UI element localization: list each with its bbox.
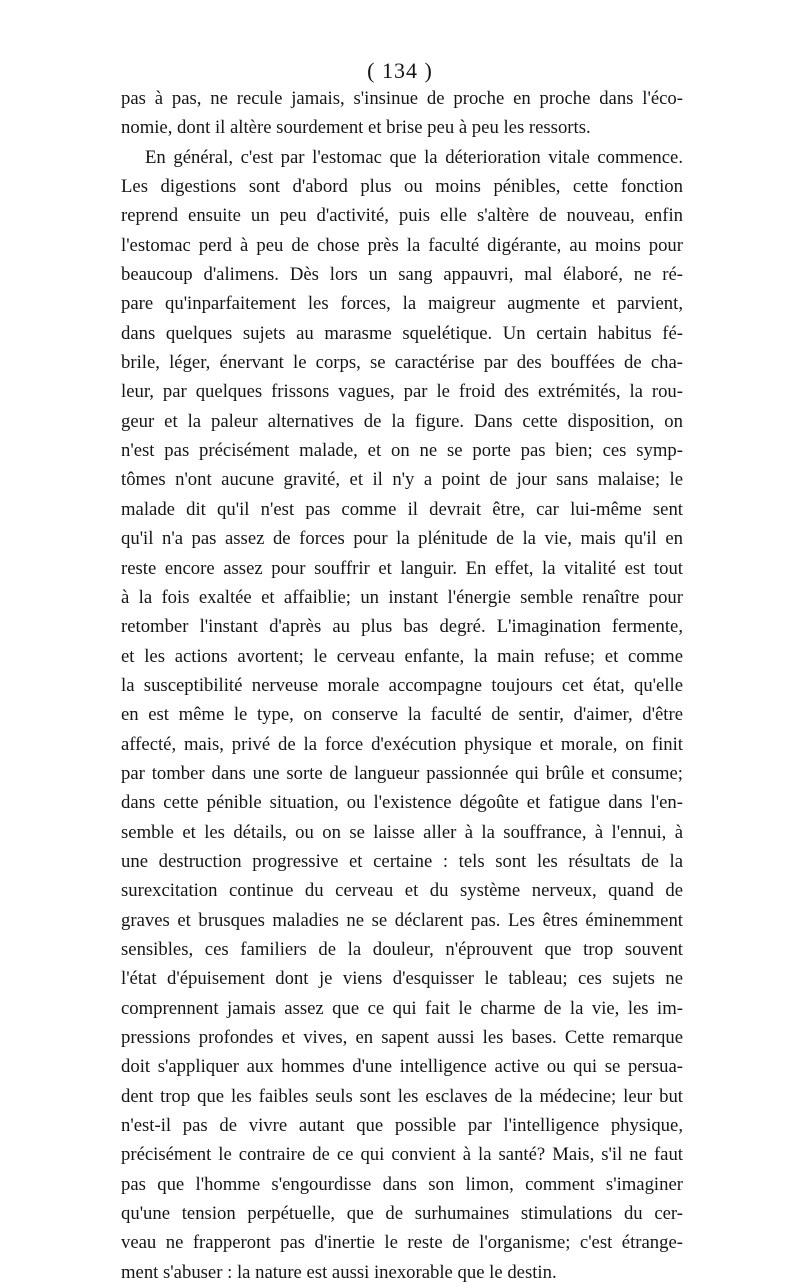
text-line: affecté, mais, privé de la force d'exécution physique et morale, on finit bbox=[121, 733, 683, 755]
text-line: l'estomac perd à peu de chose près la faculté digérante, au moins pour bbox=[121, 234, 683, 256]
text-line: graves et brusques maladies ne se déclarent pas. Les êtres éminemment bbox=[121, 909, 683, 931]
text-line: par tomber dans une sorte de langueur passionnée qui brûle et consume; bbox=[121, 762, 683, 784]
text-line: semble et les détails, ou on se laisse aller à la souffrance, à l'ennui, à bbox=[121, 821, 683, 843]
text-line: dent trop que les faibles seuls sont les esclaves de la médecine; leur but bbox=[121, 1085, 683, 1107]
text-line: ment s'abuser : la nature est aussi inexorable que le destin. bbox=[121, 1261, 557, 1283]
text-line: beaucoup d'alimens. Dès lors un sang appauvri, mal élaboré, ne ré- bbox=[121, 264, 683, 286]
text-line: surexcitation continue du cerveau et du système nerveux, quand de bbox=[121, 880, 683, 902]
text-line: retomber l'instant d'après au plus bas degré. L'imagination fermente, bbox=[121, 616, 683, 638]
text-line: pas à pas, ne recule jamais, s'insinue de proche en proche dans l'éco- bbox=[121, 88, 683, 109]
text-line: pressions profondes et vives, en sapent aussi les bases. Cette remarque bbox=[121, 1027, 683, 1048]
text-line: En général, c'est par l'estomac que la déterioration vitale commence. bbox=[145, 146, 683, 168]
text-line: tômes n'ont aucune gravité, et il n'y a point de jour sans malaise; le bbox=[121, 469, 683, 491]
text-line: et les actions avortent; le cerveau enfante, la main refuse; et comme bbox=[121, 645, 683, 667]
text-line: malade dit qu'il n'est pas comme il devrait être, car lui-même sent bbox=[121, 498, 683, 520]
text-line: qu'il n'a pas assez de forces pour la plénitude de la vie, mais qu'il en bbox=[121, 528, 683, 550]
text-line: reste encore assez pour souffrir et languir. En effet, la vitalité est tout bbox=[121, 557, 683, 579]
text-line: la susceptibilité nerveuse morale accompagne toujours cet état, qu'elle bbox=[121, 674, 683, 696]
text-line: geur et la paleur alternatives de la figure. Dans cette disposition, on bbox=[121, 410, 683, 432]
text-line: Les digestions sont d'abord plus ou moins pénibles, cette fonction bbox=[121, 176, 683, 198]
text-line: en est même le type, on conserve la faculté de sentir, d'aimer, d'être bbox=[121, 704, 683, 726]
text-line: précisément le contraire de ce qui convient à la santé? Mais, s'il ne faut bbox=[121, 1144, 683, 1166]
text-line: pas que l'homme s'engourdisse dans son limon, comment s'imaginer bbox=[121, 1173, 683, 1195]
text-line: veau ne frapperont pas d'inertie le reste de l'organisme; c'est étrange- bbox=[121, 1232, 683, 1254]
text-line: n'est-il pas de vivre autant que possible par l'intelligence physique, bbox=[121, 1115, 683, 1137]
text-line: pare qu'inparfaitement les forces, la maigreur augmente et parvient, bbox=[121, 293, 683, 315]
text-line: nomie, dont il altère sourdement et brise peu à peu les ressorts. bbox=[121, 117, 591, 139]
page-number: ( 134 ) bbox=[367, 58, 433, 83]
body-text bbox=[121, 84, 683, 1287]
text-line: n'est pas précisément malade, et on ne se porte pas bien; ces symp- bbox=[121, 440, 683, 462]
text-line: dans quelques sujets au marasme squelétique. Un certain habitus fé- bbox=[121, 322, 683, 344]
text-line: à la fois exaltée et affaiblie; un instant l'énergie semble renaître pour bbox=[121, 586, 683, 608]
text-line: doit s'appliquer aux hommes d'une intelligence active ou qui se persua- bbox=[121, 1056, 683, 1078]
text-line: leur, par quelques frissons vagues, par le froid des extrémités, la rou- bbox=[121, 381, 683, 403]
text-line: sensibles, ces familiers de la douleur, n'éprouvent que trop souvent bbox=[121, 938, 683, 960]
text-line: dans cette pénible situation, ou l'existence dégoûte et fatigue dans l'en- bbox=[121, 792, 683, 814]
text-line: une destruction progressive et certaine : tels sont les résultats de la bbox=[121, 850, 683, 872]
text-line: reprend ensuite un peu d'activité, puis elle s'altère de nouveau, enfin bbox=[121, 205, 683, 227]
text-line: comprennent jamais assez que ce qui fait le charme de la vie, les im- bbox=[121, 997, 683, 1019]
text-line: brile, léger, énervant le corps, se caractérise par des bouffées de cha- bbox=[121, 352, 683, 374]
text-line: l'état d'épuisement dont je viens d'esquisser le tableau; ces sujets ne bbox=[121, 968, 683, 990]
text-line: qu'une tension perpétuelle, que de surhumaines stimulations du cer- bbox=[121, 1203, 683, 1225]
